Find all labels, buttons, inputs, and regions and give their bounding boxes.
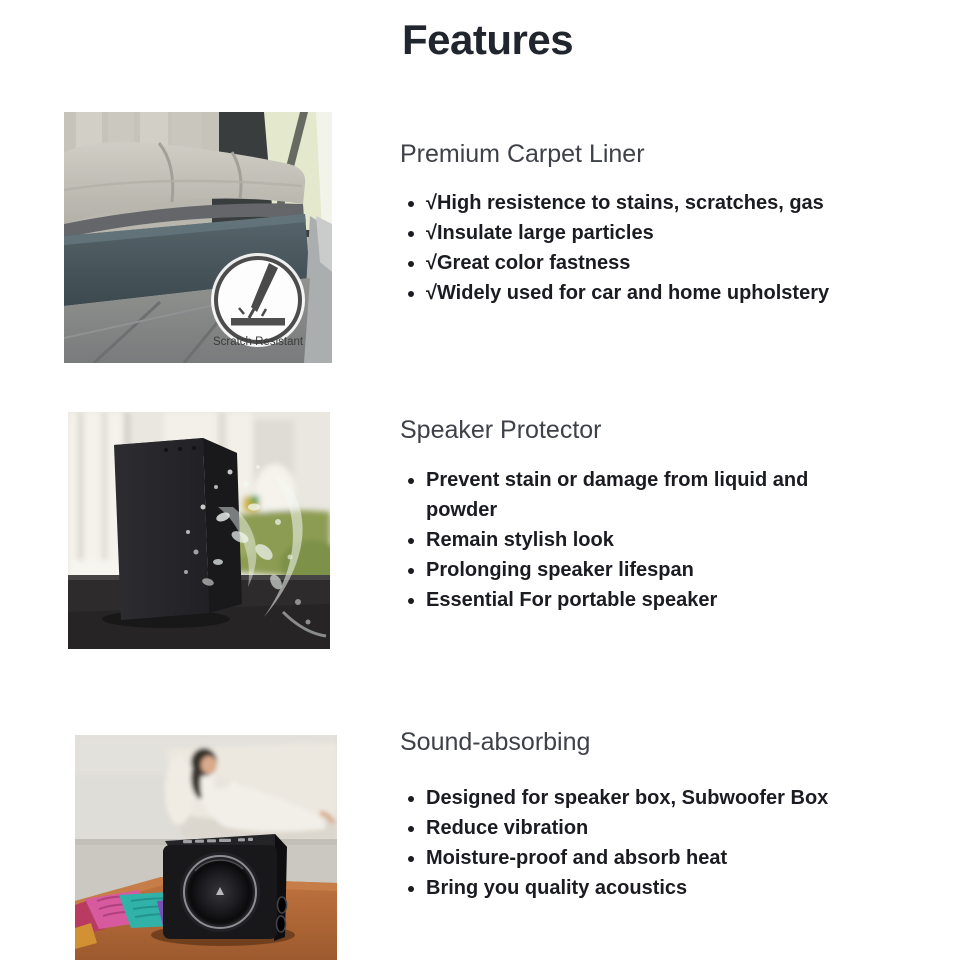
scratch-test-knife-icon <box>218 260 298 340</box>
bullet-item: • √High resistence to stains, scratches, gas <box>426 188 882 218</box>
bullet-item: • Essential For portable speaker <box>426 585 816 615</box>
bullet-item: • Prolonging speaker lifespan <box>426 555 816 585</box>
bullet-item: • Reduce vibration <box>426 813 882 843</box>
sound-absorbing-photo <box>75 735 337 960</box>
speaker-splash-scene <box>68 412 330 649</box>
bullet-item: • Bring you quality acoustics <box>426 873 882 903</box>
bullet-item: • √Insulate large particles <box>426 218 882 248</box>
bullet-item: • Prevent stain or damage from liquid and powder <box>426 465 816 525</box>
bullet-item: • Moisture-proof and absorb heat <box>426 843 882 873</box>
carpet-liner-bullet-list <box>402 188 882 308</box>
carpet-liner-photo <box>64 112 332 363</box>
speaker-protector-photo <box>68 412 330 649</box>
speaker-protector-bullet-list <box>402 465 816 615</box>
bullet-item: • √Widely used for car and home upholstery <box>426 278 882 308</box>
subwoofer-room-scene <box>75 735 337 960</box>
bullet-item: • Remain stylish look <box>426 525 816 555</box>
bullet-item: • √Great color fastness <box>426 248 882 278</box>
section-heading-speaker-protector: Speaker Protector <box>400 416 602 444</box>
bullet-item: • Designed for speaker box, Subwoofer Box <box>426 783 882 813</box>
scratch-resistant-label: Scratch Resistant <box>212 336 304 348</box>
scratch-resistant-badge <box>214 256 302 344</box>
page-title: Features <box>402 16 574 63</box>
section-heading-carpet-liner: Premium Carpet Liner <box>400 140 645 168</box>
sound-absorbing-bullet-list <box>402 783 882 903</box>
section-heading-sound-absorbing: Sound-absorbing <box>400 728 591 756</box>
